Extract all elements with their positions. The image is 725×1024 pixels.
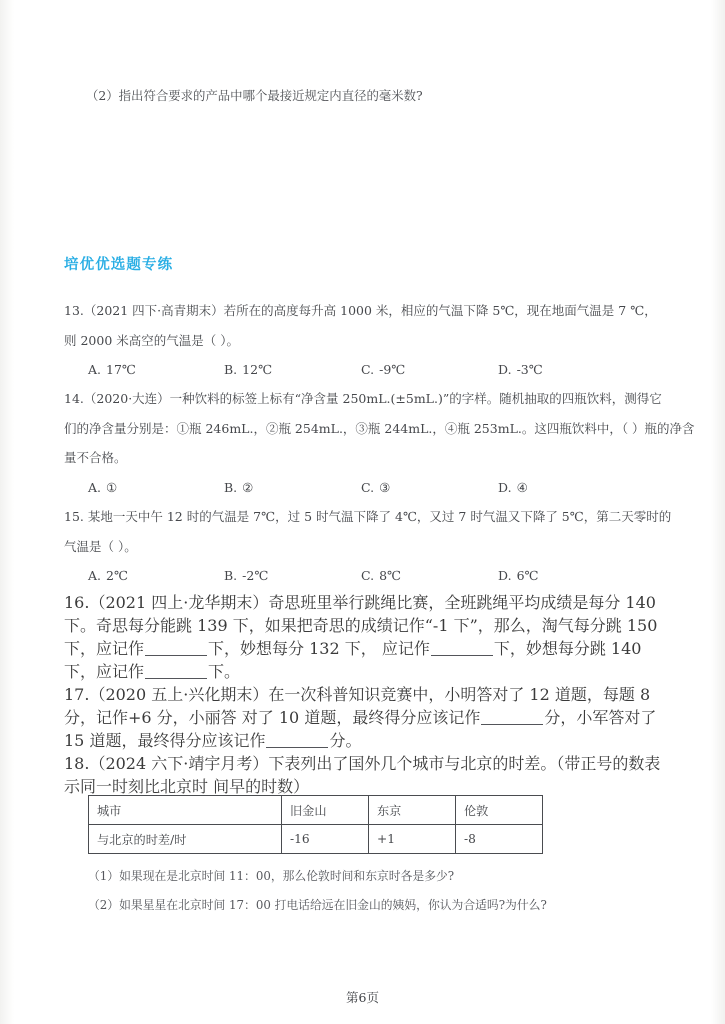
option-text: 17℃ [106,362,136,378]
question-14-option-b[interactable] [224,473,253,502]
option-label: B. [224,479,238,495]
table-row-label-offset: 与北京的时差/时 [89,825,282,854]
section-heading: 培优优选题专练 [64,257,174,273]
time-difference-table-wrap [88,795,543,854]
question-13-line-2: 则 2000 米高空的气温是（ ）。 [64,332,239,348]
question-16-line-2-text-a: 下，如果把奇思的成绩记作“-1 下”，那么，淘气每分跳 150 下，应记作 [64,616,658,659]
table-cell-city-3: 伦敦 [456,796,543,825]
question-14-options [64,473,664,502]
question-13-options [64,355,664,384]
option-label: A. [88,479,102,495]
question-16-blank-2[interactable] [431,644,493,656]
question-18-sub-1: （1）如果现在是北京时间 11：00，那么伦敦时间和东京时各是多少? [88,869,455,883]
question-13-body [64,296,664,355]
question-16 [64,590,664,682]
question-14-line-1: 14.（2020·大连）一种饮料的标签上标有“净含量 250mL.(±5mL.)”的字样。随机抽取的四瓶饮料，测得它 [64,391,662,407]
table-cell-offset-3: -8 [456,825,543,854]
option-label: C. [361,362,375,378]
question-list [64,296,695,797]
question-17-line-2-text-c: 分。 [329,731,362,751]
question-17 [64,682,664,751]
option-label: C. [361,479,375,495]
question-16-line-3-text-b: 下，妙想每分跳 140 下，应记作 [64,639,642,682]
question-14-line-2: 们的净含量分别是：①瓶 246mL.，②瓶 254mL.，③瓶 244mL.，④瓶 253mL.。这四瓶饮料中，（ ）瓶的净含 [64,420,695,436]
option-label: B. [224,362,238,378]
option-label: D. [498,362,512,378]
question-15-option-c[interactable] [361,561,401,590]
option-label: D. [498,479,512,495]
option-label: D. [498,568,512,584]
question-15-option-a[interactable] [88,561,128,590]
table-cell-city-1: 旧金山 [282,796,369,825]
option-text: -3℃ [516,362,543,378]
question-15-options [64,561,664,590]
option-label: A. [88,362,102,378]
question-17-line-2-text-a: 对了 10 道题，最终得分应该记作 [241,708,481,728]
question-17-blank-2[interactable] [266,736,328,748]
question-13-option-d[interactable] [498,355,543,384]
option-label: B. [224,568,238,584]
option-text: 12℃ [242,362,273,378]
option-text: ② [242,479,254,495]
question-18-line-1: 18.（2024 六下·靖宇月考）下表列出了国外几个城市与北京的时差。（带正号的数表示同一时刻比北京时 [64,754,661,797]
question-18-line-2: 间早的时数） [213,777,310,797]
table-row [89,825,543,854]
question-18-sub-2: （2）如果星星在北京时间 17：00 打电话给远在旧金山的姨妈，你认为合适吗?为什么? [88,898,547,912]
question-14-body [64,384,695,473]
question-15-line-1: 15. 某地一天中午 12 时的气温是 7℃，过 5 时气温下降了 4℃，又过 7 时气温又下降了 5℃，第二天零时的 [64,508,672,524]
question-15 [64,502,672,590]
option-text: 2℃ [106,568,128,584]
question-15-option-d[interactable] [498,561,539,590]
option-text: 8℃ [379,568,402,584]
question-18 [64,751,664,797]
question-18-subquestions [88,862,668,920]
table-row [89,796,543,825]
question-15-line-2: 气温是（ ）。 [64,538,137,554]
option-text: ① [106,479,118,495]
question-14-option-c[interactable] [361,473,390,502]
question-17-line-1: 17.（2020 五上·兴化期末）在一次科普知识竞赛中，小明答对了 12 道题，每题 8 分，记作+6 分，小丽答 [64,685,651,728]
question-15-option-b[interactable] [224,561,268,590]
question-14 [64,384,695,502]
option-text: -2℃ [242,568,269,584]
table-cell-offset-2: +1 [369,825,456,854]
question-14-option-a[interactable] [88,473,117,502]
option-label: A. [88,568,102,584]
page-footer: 第6页 [346,990,379,1005]
option-text: -9℃ [379,362,406,378]
question-13-option-b[interactable] [224,355,272,384]
option-text: ④ [516,479,528,495]
question-16-line-3-text-c: 下。 [208,662,241,682]
question-13 [64,296,664,384]
page-content [64,0,695,1024]
question-17-blank-1[interactable] [481,713,543,725]
table-row-label-city: 城市 [89,796,282,825]
question-17-line-2-text-b: 分，小军答对了 15 道题，最终得分应该记作 [64,708,657,751]
question-14-line-3: 量不合格。 [64,450,127,466]
question-13-option-c[interactable] [361,355,405,384]
table-cell-city-2: 东京 [369,796,456,825]
question-14-option-d[interactable] [498,473,528,502]
question-13-option-a[interactable] [88,355,136,384]
question-16-blank-3[interactable] [145,667,207,679]
question-16-line-3-text-a: 应记作 [381,639,430,659]
option-text: 6℃ [516,568,539,584]
question-13-line-1: 13.（2021 四下·高青期末）若所在的高度每升高 1000 米，相应的气温下降 5℃，现在地面气温是 7 ℃， [64,303,657,318]
option-label: C. [361,568,375,584]
question-16-blank-1[interactable] [145,644,207,656]
question-15-body [64,502,672,561]
option-text: ③ [379,479,391,495]
table-cell-offset-1: -16 [282,825,369,854]
question-16-line-2-text-b: 下，妙想每分 132 下， [208,639,377,659]
time-difference-table [88,795,543,854]
carryover-question: （2）指出符合要求的产品中哪个最接近规定内直径的毫米数? [86,88,423,103]
question-16-line-1: 16.（2021 四上·龙华期末）奇思班里举行跳绳比赛，全班跳绳平均成绩是每分 140 下。奇思每分能跳 139 [64,593,656,636]
